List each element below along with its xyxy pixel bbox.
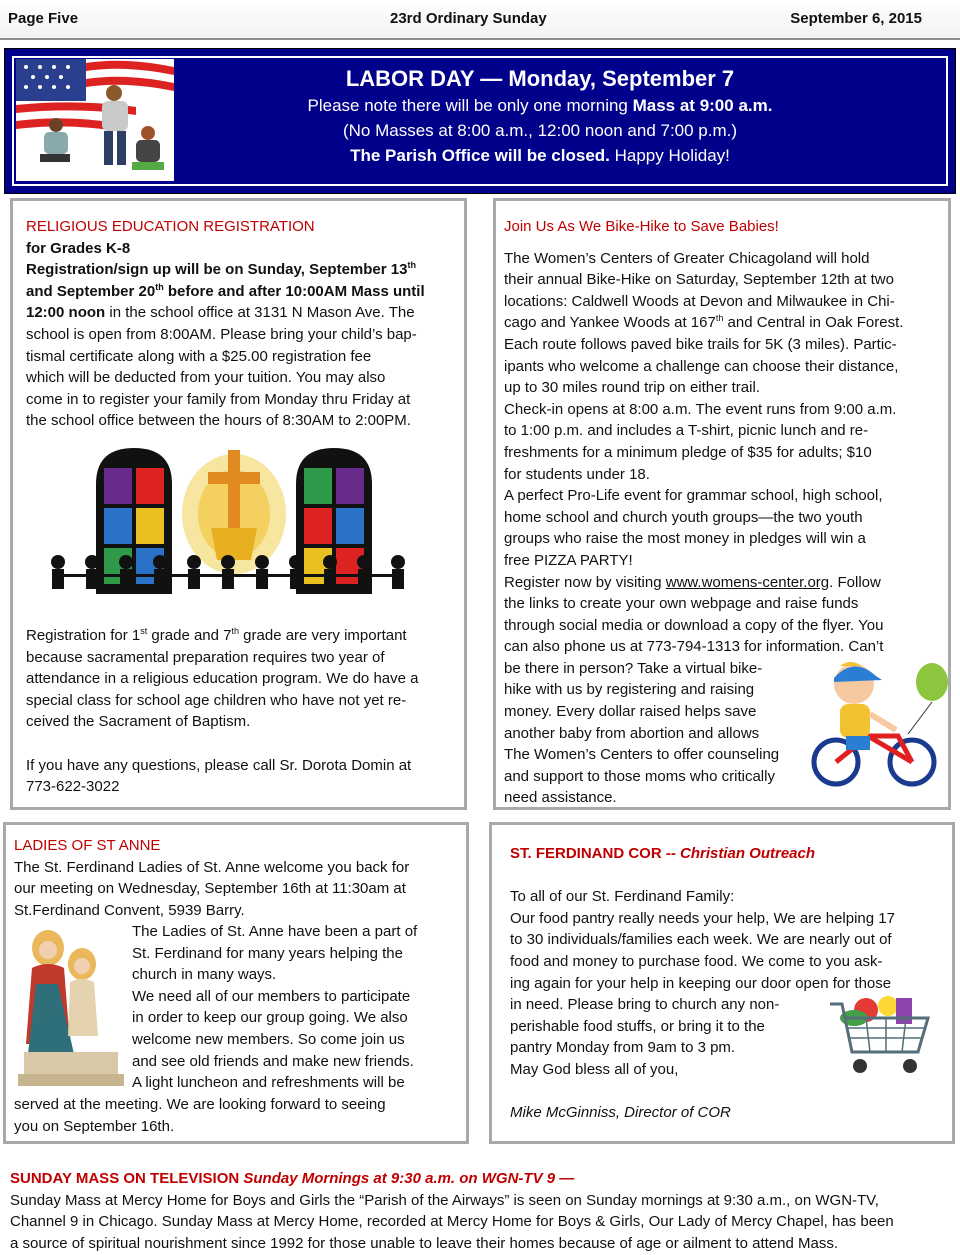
cor-line: in need. Please bring to church any non- (510, 996, 780, 1014)
cor-line: perishable food stuffs, or bring it to the (510, 1017, 765, 1035)
bike-line: their annual Bike-Hike on Saturday, September 12th at two (504, 271, 894, 289)
tv-line: Sunday Mass at Mercy Home for Boys and Girls the “Parish of the Airways” is seen on Sunday mornings at 9:30 a.m., on WGN-TV, (10, 1191, 879, 1209)
cor-line: To all of our St. Ferdinand Family: (510, 888, 735, 906)
bike-line: to 1:00 p.m. and includes a T-shirt, picnic lunch and re- (504, 422, 869, 440)
bike-line: for students under 18. (504, 465, 650, 483)
ladies-line: St. Ferdinand for many years helping the (132, 944, 403, 962)
ladies-line: and see old friends and make new friends. (132, 1052, 414, 1070)
cor-signature: Mike McGinniss, Director of COR (510, 1104, 731, 1122)
bike-line: freshments for a minimum pledge of $35 for adults; $10 (504, 443, 872, 461)
cor-line: food and money to purchase food. We come to you ask- (510, 952, 883, 970)
issue-date: September 6, 2015 (790, 10, 922, 27)
ladies-line: welcome new members. So come join us (132, 1030, 405, 1048)
reg-line-4: school is open from 8:00AM. Please bring your child’s bap- (26, 325, 417, 343)
ladies-title: LADIES OF ST ANNE (14, 837, 161, 854)
ladies-line: in order to keep our group going. We also (132, 1009, 408, 1027)
cor-title (510, 843, 950, 865)
bike-line: up to 30 miles round trip on either trail. (504, 379, 760, 397)
st-anne-statue-image (18, 924, 124, 1088)
bike-line: groups who raise the most money in pledges will win a (504, 530, 866, 548)
labor-workers-flag-image (16, 59, 174, 181)
reg-line-1-text: Registration/sign up will be on Sunday, September 13 (26, 261, 408, 279)
tv-line: Channel 9 in Chicago. Sunday Mass at Mercy Home, recorded at Mercy Home for Boys & Girls, Our Lady of Mercy Chapel, has been (10, 1213, 894, 1231)
cor-line: to 30 individuals/families each week. We are nearly out of (510, 931, 892, 949)
church-children-image (46, 444, 426, 606)
bike-line: another baby from abortion and allows (504, 724, 760, 742)
tv-mass-section (10, 1168, 955, 1254)
ladies-text-top (14, 835, 464, 921)
tv-line: a source of spiritual nourishment since 1992 for those unable to leave their homes because of age or ailment to attend Mass. (10, 1234, 838, 1252)
ladies-text-indent (132, 921, 462, 1094)
ladies-line: A light luncheon and refreshments will be (132, 1074, 405, 1092)
bike-hike-title: Join Us As We Bike-Hike to Save Babies! (504, 218, 779, 235)
bike-register-line (504, 572, 944, 594)
ladies-line: The Ladies of St. Anne have been a part of (132, 923, 418, 940)
ladies-line: church in many ways. (132, 966, 277, 984)
banner-line-3 (240, 146, 840, 166)
banner-mass-time: Mass at 9:00 a.m. (632, 96, 773, 115)
bike-line: Check-in opens at 8:00 a.m. The event runs from 9:00 a.m. (504, 400, 897, 418)
bike-line: the links to create your own webpage and raise funds (504, 595, 859, 613)
banner-line-1-text: Please note there will be only one morning (307, 96, 633, 115)
bike-line: A perfect Pro-Life event for grammar school, high school, (504, 487, 883, 505)
grocery-cart-image (826, 994, 936, 1078)
bike-line: locations: Caldwell Woods at Devon and Milwaukee in Chi- (504, 292, 895, 310)
reg-line-2-rest: before and after 10:00AM Mass until (163, 282, 425, 300)
womens-center-link[interactable]: www.womens-center.org (665, 573, 830, 591)
cor-title-italic: Christian Outreach (680, 845, 816, 862)
ladies-text-bottom (14, 1094, 464, 1137)
banner-line-2: (No Masses at 8:00 a.m., 12:00 noon and 7:00 p.m.) (342, 121, 738, 140)
reg-p2-line-2: because sacramental preparation requires two year of (26, 648, 385, 666)
bike-line: through social media or download a copy of the flyer. You (504, 616, 884, 634)
happy-holiday-text: Happy Holiday! (609, 146, 730, 165)
blank-line (26, 733, 466, 755)
religious-education-text (26, 216, 466, 432)
bike-line: The Women’s Centers of Greater Chicagoland will hold (504, 249, 870, 267)
ladies-line: served at the meeting. We are looking forward to seeing (14, 1096, 386, 1113)
reg-line-3 (26, 302, 466, 324)
reg-line-7: come in to register your family from Monday thru Friday at (26, 390, 411, 408)
page-number: Page Five (8, 10, 79, 27)
tv-title-text: SUNDAY MASS ON TELEVISION (10, 1170, 244, 1187)
bike-line-4b: and Central in Oak Forest. (723, 314, 904, 332)
bike-line: ipants who welcome a challenge can choose their distance, (504, 357, 899, 375)
religious-education-title: RELIGIOUS EDUCATION REGISTRATION (26, 218, 315, 235)
bike-line: and support to those moms who critically (504, 767, 775, 785)
bike-line: home school and church youth groups—the two youth (504, 508, 863, 526)
reg-line-6: which will be deducted from your tuition. You may also (26, 369, 386, 387)
register-text: Register now by visiting (504, 573, 666, 591)
office-closed-text: The Parish Office will be closed. (350, 146, 610, 165)
reg-p2-l1b: grade and 7 (147, 627, 232, 644)
reg-p2-line-3: attendance in a religious education program. We do have a (26, 670, 419, 688)
bike-line-4a: cago and Yankee Woods at 167 (504, 314, 716, 332)
reg-p2-line-5: ceived the Sacrament of Baptism. (26, 713, 251, 731)
cor-text (510, 843, 950, 1124)
reg-p2-sup1: st (140, 626, 148, 636)
page-header (0, 0, 960, 40)
reg-p3-line-1: If you have any questions, please call Sr. Dorota Domin at (26, 756, 412, 774)
cor-line: May God bless all of you, (510, 1060, 679, 1078)
reg-line-2 (26, 281, 466, 303)
banner-line-1 (240, 96, 840, 116)
reg-line-8: the school office between the hours of 8:30AM to 2:00PM. (26, 412, 411, 430)
boy-on-bike-image (806, 662, 950, 794)
reg-line-3-rest: in the school office at 3131 N Mason Ave. The (105, 304, 415, 322)
reg-line-2-text: and September 20 (26, 282, 156, 300)
tv-title-italic: Sunday Mornings at 9:30 a.m. on WGN-TV 9 (243, 1170, 556, 1187)
liturgical-day: 23rd Ordinary Sunday (390, 10, 547, 27)
tv-title-dash: — (555, 1170, 575, 1187)
cor-line: ing again for your help in keeping our door open for those (510, 974, 892, 992)
bike-line: need assistance. (504, 789, 617, 807)
bike-line: Each route follows paved bike trails for 5K (3 miles). Partic- (504, 335, 897, 353)
ladies-line: St.Ferdinand Convent, 5939 Barry. (14, 901, 245, 919)
spacer (504, 238, 944, 248)
ladies-line: We need all of our members to participate (132, 987, 411, 1005)
ladies-line: our meeting on Wednesday, September 16th at 11:30am at (14, 880, 406, 898)
reg-noon: 12:00 noon (26, 304, 106, 322)
bike-line: The Women’s Centers to offer counseling (504, 746, 780, 764)
tv-title (10, 1168, 955, 1190)
bike-line-4-sup: th (715, 313, 724, 324)
reg-p2-l1a: Registration for 1 (26, 627, 141, 644)
religious-education-subtitle: for Grades K-8 (26, 239, 131, 257)
reg-line-1-sup: th (407, 260, 416, 271)
bike-line: can also phone us at 773-794-1313 for information. Can’t (504, 638, 884, 656)
cor-title-text: ST. FERDINAND COR -- (510, 845, 680, 862)
reg-line-5: tismal certificate along with a $25.00 registration fee (26, 347, 372, 365)
ladies-line: The St. Ferdinand Ladies of St. Anne welcome you back for (14, 858, 410, 876)
banner-title: LABOR DAY — Monday, September 7 (345, 66, 735, 91)
bike-line (504, 312, 944, 334)
reg-p2-l1c: grade are very important (239, 627, 407, 644)
reg-p3-phone: 773-622-3022 (26, 778, 120, 796)
ladies-line: you on September 16th. (14, 1117, 175, 1135)
reg-p2-line-4: special class for school age children who have not yet re- (26, 691, 407, 709)
register-post: . Follow (829, 573, 881, 591)
cor-line: pantry Monday from 9am to 3 pm. (510, 1039, 736, 1057)
reg-line-2-sup: th (155, 281, 164, 292)
reg-line-1 (26, 259, 466, 281)
bike-line: money. Every dollar raised helps save (504, 703, 757, 721)
religious-education-text-2 (26, 625, 466, 798)
cor-line: Our food pantry really needs your help, We are helping 17 (510, 909, 895, 927)
reg-p2-sup2: th (231, 626, 240, 636)
bike-line: free PIZZA PARTY! (504, 551, 633, 569)
bike-line: be there in person? Take a virtual bike- (504, 659, 763, 677)
spacer (510, 1081, 950, 1103)
bike-line: hike with us by registering and raising (504, 681, 755, 699)
spacer (510, 865, 950, 887)
reg-p2-line-1 (26, 625, 466, 647)
